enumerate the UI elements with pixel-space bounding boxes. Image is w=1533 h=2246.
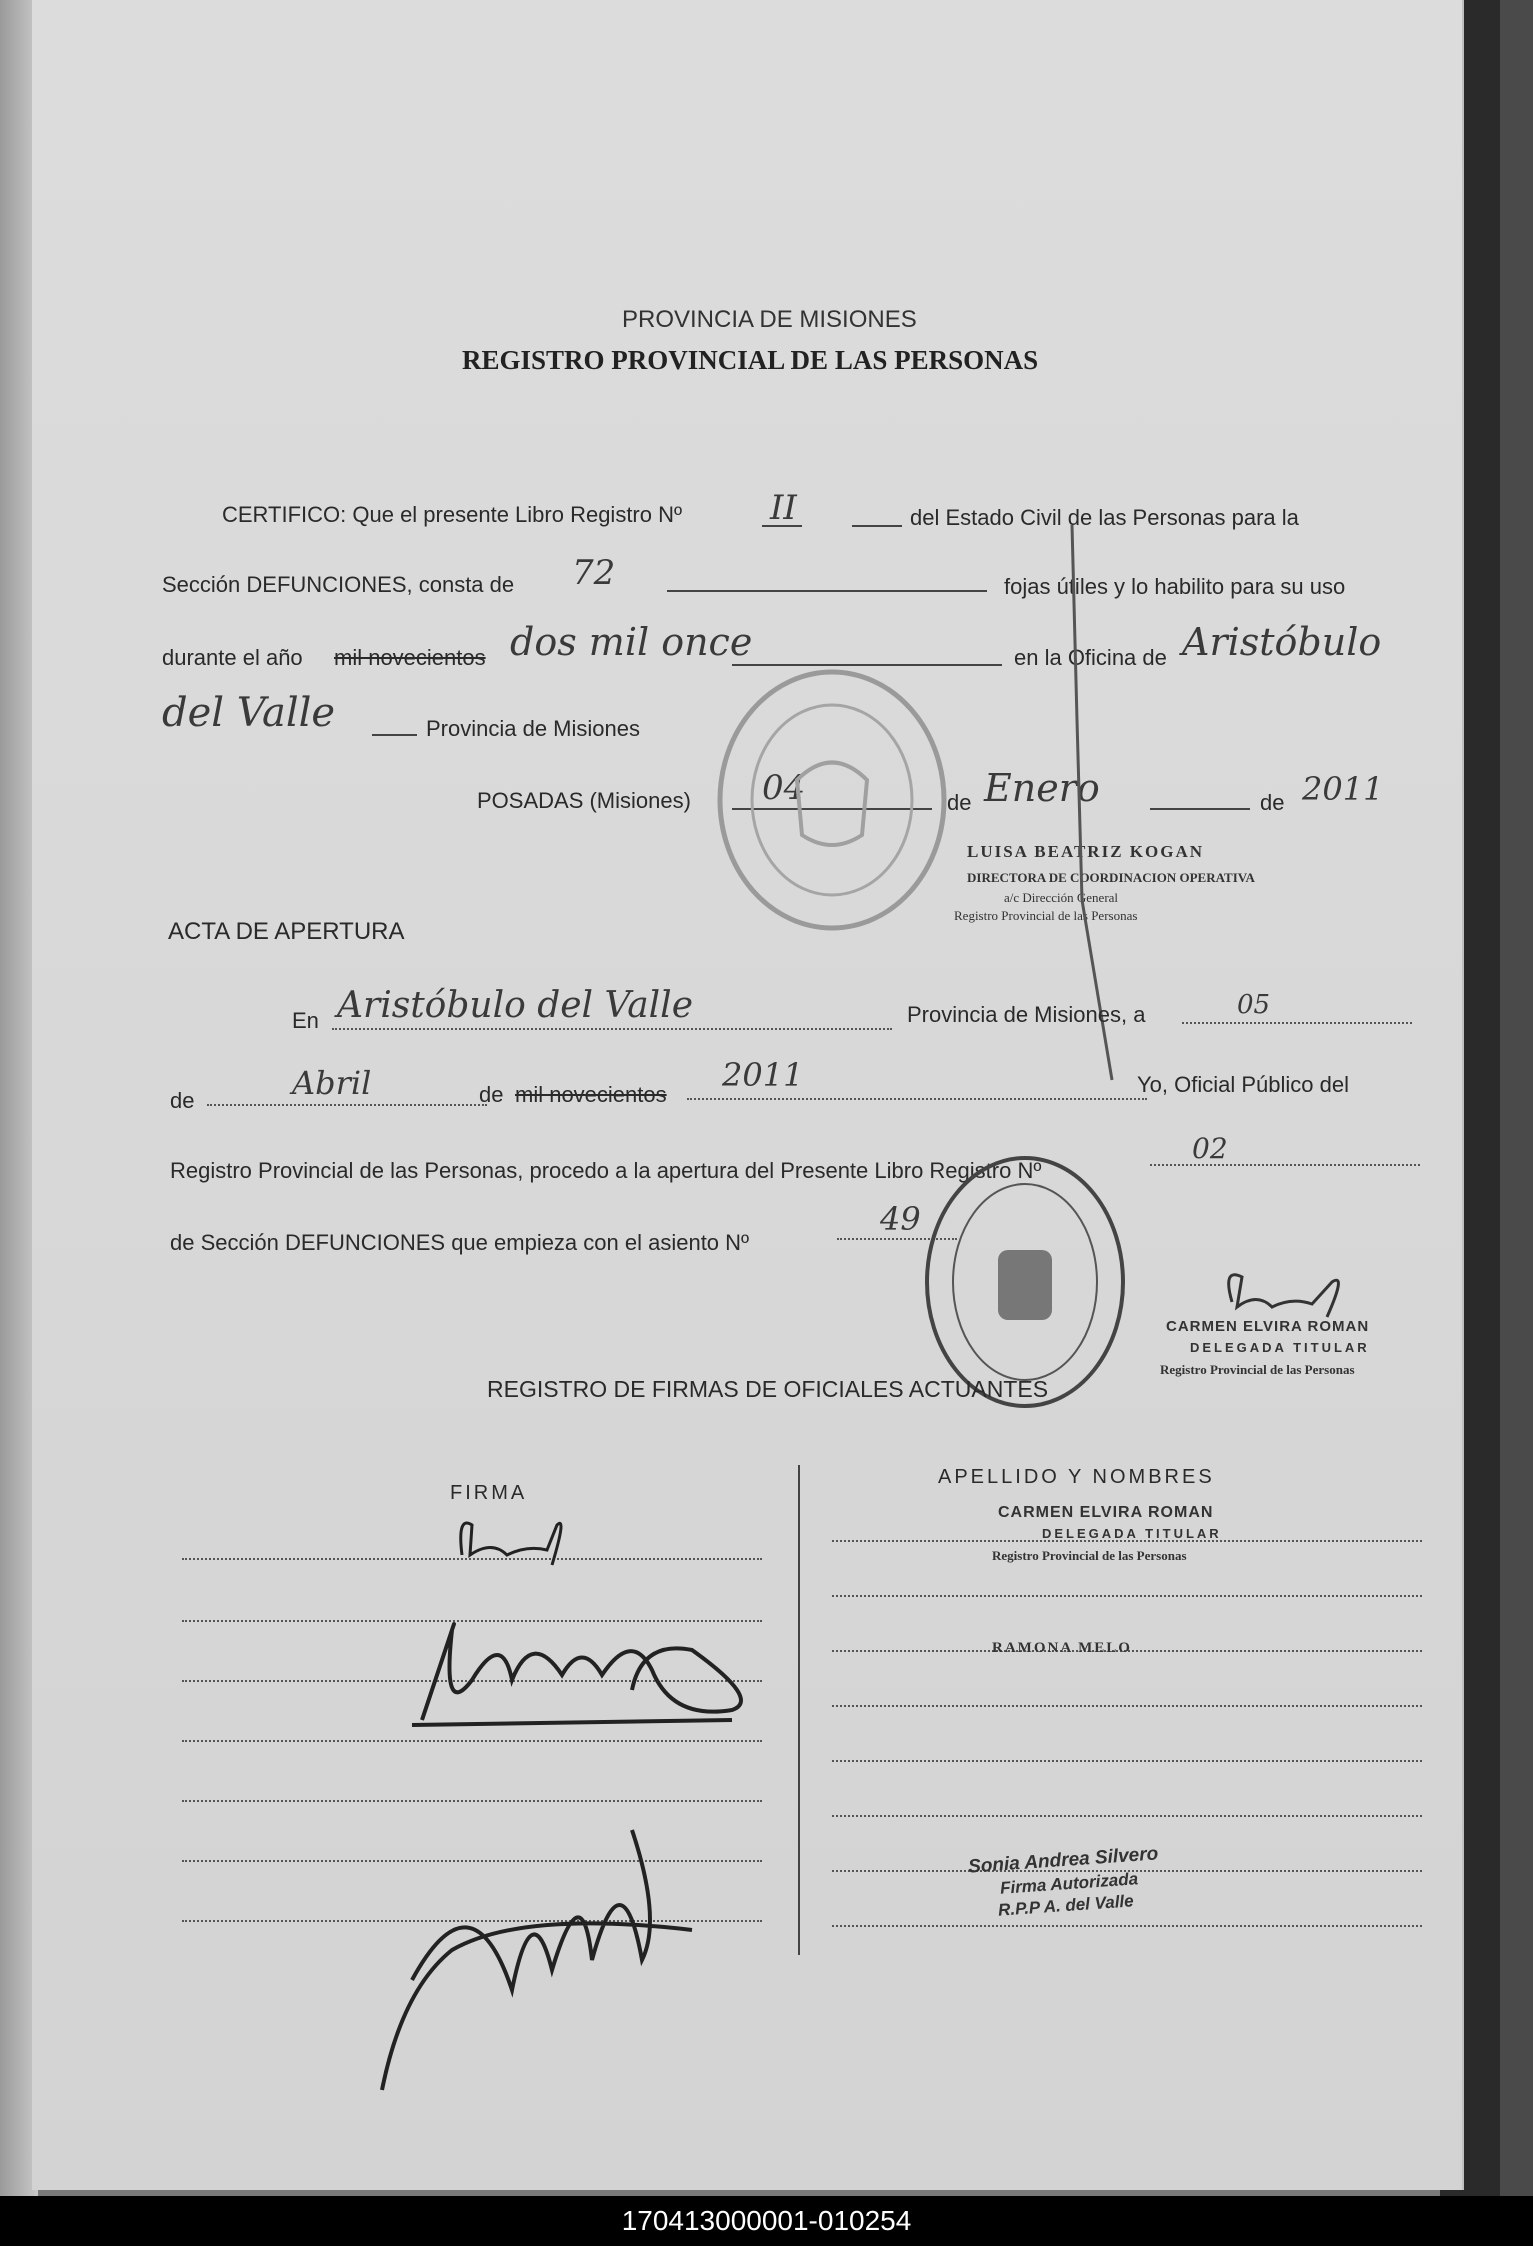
- entry1-org: Registro Provincial de las Personas: [992, 1548, 1187, 1563]
- oficina-handwritten: Aristóbulo: [1182, 620, 1382, 664]
- certifico-text: CERTIFICO: Que el presente Libro Registro Nº: [222, 502, 683, 527]
- firmas-heading: REGISTRO DE FIRMAS DE OFICIALES ACTUANTES: [487, 1376, 1049, 1402]
- durante-text: durante el año: [162, 645, 303, 670]
- blank-line: [1150, 808, 1250, 810]
- de-text: de: [947, 790, 972, 815]
- roman-stamp-org: Registro Provincial de las Personas: [1160, 1362, 1355, 1377]
- provincia-text: Provincia de Misiones: [426, 716, 640, 741]
- struck-text: mil novecientos: [334, 645, 486, 670]
- dotted-line: [687, 1098, 1147, 1100]
- dotted-line: [182, 1800, 762, 1802]
- asiento-handwritten: 49: [880, 1200, 921, 1238]
- registry-heading: REGISTRO PROVINCIAL DE LAS PERSONAS: [462, 345, 1039, 375]
- acta-day-handwritten: 05: [1237, 990, 1271, 1020]
- registro-text: Registro Provincial de las Personas, procedo a la apertura del Presente Libro Registro Nº: [170, 1158, 1042, 1183]
- province-heading: PROVINCIA DE MISIONES: [622, 306, 917, 333]
- dotted-line: [832, 1705, 1422, 1707]
- fojas-handwritten: 72: [572, 553, 616, 593]
- entry1-role: DELEGADA TITULAR: [1042, 1526, 1222, 1541]
- kogan-stamp-name: LUISA BEATRIZ KOGAN: [967, 842, 1205, 861]
- year-handwritten: 2011: [1302, 770, 1384, 808]
- dotted-line: [832, 1595, 1422, 1597]
- certifico-text-cont: del Estado Civil de las Personas para la: [910, 505, 1299, 530]
- blank-line: [372, 734, 417, 736]
- dotted-line: [1182, 1022, 1412, 1024]
- roman-stamp-role: DELEGADA TITULAR: [1190, 1340, 1370, 1355]
- en-text: En: [292, 1008, 319, 1033]
- dotted-line: [832, 1760, 1422, 1762]
- dotted-line: [207, 1104, 487, 1106]
- lugar-handwritten: Aristóbulo del Valle: [337, 985, 693, 1026]
- entry3-name: Sonia Andrea Silvero: [967, 1843, 1159, 1878]
- year-words-handwritten: dos mil once: [510, 620, 753, 664]
- acta-year-handwritten: 2011: [722, 1056, 804, 1094]
- official-seal-icon: [712, 660, 952, 940]
- seccion-text: Sección DEFUNCIONES, consta de: [162, 572, 515, 597]
- firma-column-header: FIRMA: [450, 1482, 528, 1504]
- struck-text: mil novecientos: [515, 1082, 667, 1107]
- entry1-name: CARMEN ELVIRA ROMAN: [998, 1504, 1214, 1521]
- de-text: de: [1260, 790, 1285, 815]
- acta-libro-handwritten: 02: [1192, 1132, 1228, 1165]
- dotted-line: [832, 1815, 1422, 1817]
- blank-line: [852, 525, 902, 527]
- kogan-stamp-org: Registro Provincial de las Personas: [954, 908, 1138, 923]
- posadas-text: POSADAS (Misiones): [477, 788, 691, 813]
- oficina-text: en la Oficina de: [1014, 645, 1167, 670]
- fojas-text: fojas útiles y lo habilito para su uso: [1004, 574, 1346, 599]
- blank-line: [667, 590, 987, 592]
- libro-number-handwritten: II: [770, 488, 797, 528]
- oficina-handwritten-cont: del Valle: [162, 690, 336, 736]
- nombres-column-header: APELLIDO Y NOMBRES: [938, 1466, 1215, 1488]
- entry2-name: RAMONA MELO: [992, 1640, 1132, 1656]
- oficial-text: Yo, Oficial Público del: [1137, 1072, 1349, 1097]
- acta-month-handwritten: Abril: [292, 1064, 372, 1102]
- image-id-footer: 170413000001-010254: [0, 2196, 1533, 2246]
- dotted-line: [1150, 1164, 1420, 1166]
- dotted-line: [332, 1028, 892, 1030]
- dotted-line: [182, 1740, 762, 1742]
- signature-icon: [372, 1810, 702, 2110]
- signature-icon: [1212, 1262, 1372, 1322]
- de-text: de: [170, 1088, 195, 1113]
- blank-line: [762, 525, 802, 527]
- signature-icon: [392, 1570, 772, 1740]
- roman-stamp-name: CARMEN ELVIRA ROMAN: [1166, 1318, 1370, 1335]
- de-text: de: [479, 1082, 504, 1107]
- month-handwritten: Enero: [984, 766, 1100, 810]
- entry3-org: R.P.P A. del Valle: [997, 1891, 1135, 1920]
- provincia-a-text: Provincia de Misiones, a: [907, 1002, 1146, 1027]
- acta-heading: ACTA DE APERTURA: [168, 918, 405, 945]
- entry3-role: Firma Autorizada: [999, 1869, 1139, 1898]
- day-handwritten: 04: [762, 768, 806, 808]
- kogan-stamp-role: DIRECTORA DE COORDINACION OPERATIVA: [967, 870, 1255, 885]
- signature-icon: [452, 1500, 572, 1570]
- dotted-line: [832, 1925, 1422, 1927]
- register-page: [32, 0, 1462, 2190]
- column-divider: [798, 1465, 800, 1955]
- kogan-stamp-dept: a/c Dirección General: [1004, 890, 1119, 905]
- asiento-text: de Sección DEFUNCIONES que empieza con el asiento Nº: [170, 1230, 750, 1255]
